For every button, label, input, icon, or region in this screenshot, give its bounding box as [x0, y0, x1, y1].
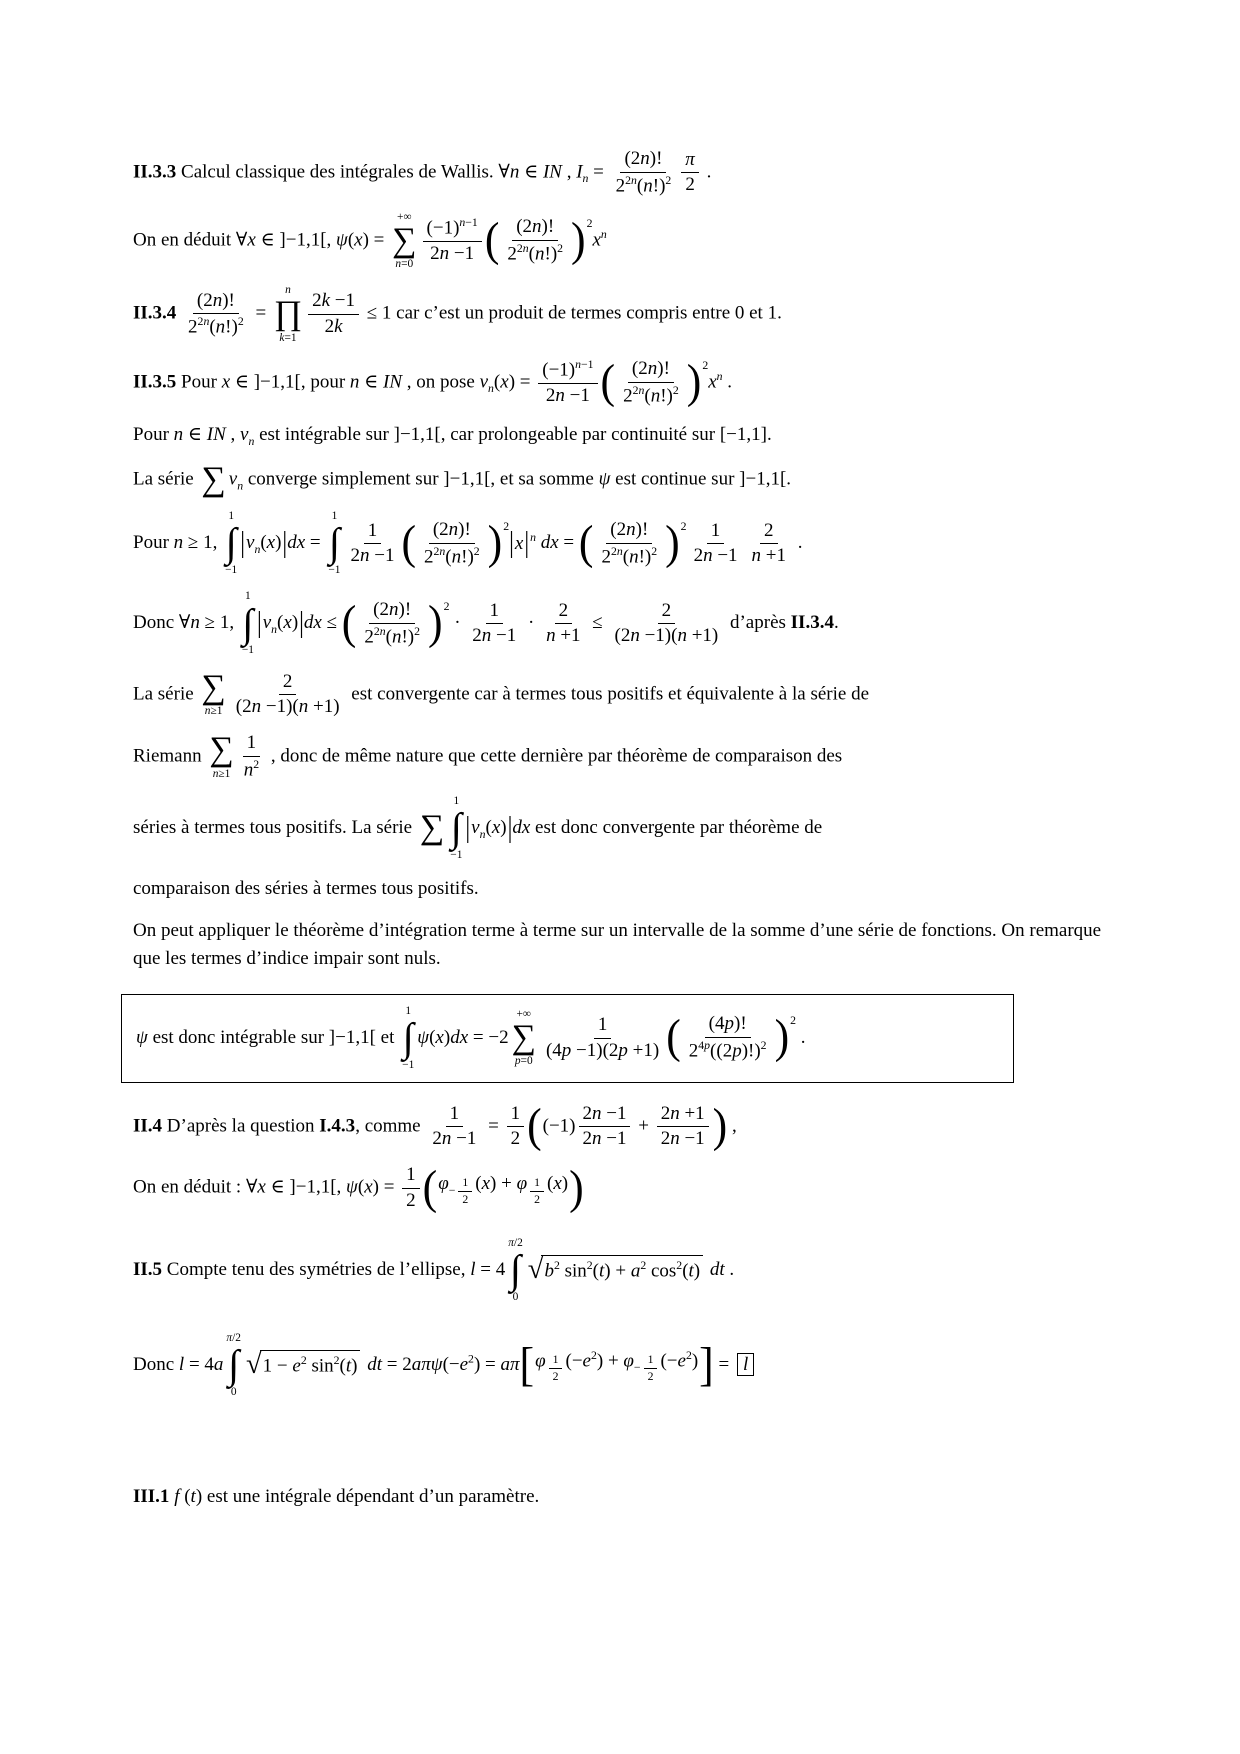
para-majoration-integrale: Donc ∀n ≥ 1, 1 ∫ −1 | $v_n(x)$ | dx ≤ ( $\frac{(2n)!}{2^{2n}(n!)^2}$ ) 2 · $\frac{1}{2n -1}$ · $\frac{2}{n +1}$ ≤ $\frac{2}{(2n -1)(n +1)}$ d’après II.3.4.	[133, 590, 839, 657]
content	[133, 148, 1102, 1511]
fraction: $\frac{(2n)!}{2^{2n}(n!)^2}$	[424, 518, 480, 568]
fraction: $\frac{1}{2}$	[644, 1353, 658, 1384]
fraction: $\frac{2}{(2n -1)(n +1)}$	[235, 670, 340, 718]
fraction: $\frac{1}{2n -1}$	[350, 519, 395, 567]
fraction: $\frac{1}{(4p -1)(2p +1)}$	[545, 1013, 660, 1061]
integral-operator: 1 ∫ −1	[328, 510, 341, 577]
delimited-group: ( (−1) $\frac{2n -1}{2n -1}$ + $\frac{2n +1}{2n -1}$ )	[527, 1100, 728, 1152]
fraction: $\frac{2}{(2n -1)(n +1)}$	[614, 599, 719, 647]
para-resultat-encadre: ψ est donc intégrable sur ]−1,1[ et 1 ∫ −1 ψ(x)dx = −2 +∞ ∑ p=0 $\frac{1}{(4p -1)(2p +1)}$ ( $\frac{(4p)!}{2^{4p}((2p)!)^2}$ ) 2 .	[121, 994, 1014, 1083]
boxed-value: l	[737, 1353, 754, 1376]
fraction: $\frac{(2n)!}{2^{2n}(n!)^2}$	[188, 289, 244, 338]
fraction: $\frac{2n +1}{2n -1}$	[657, 1103, 709, 1152]
fraction: $\frac{(2n)!}{2^{2n}(n!)^2}$	[623, 357, 679, 406]
sum-operator: +∞ ∑ n=0	[392, 210, 417, 271]
delimited-group: ( $\frac{(2n)!}{2^{2n}(n!)^2}$ ) 2	[578, 517, 687, 569]
fraction: $\frac{2n -1}{2n -1}$	[579, 1103, 631, 1152]
fraction: $\frac{(4p)!}{2^{4p}((2p)!)^2}$	[688, 1013, 767, 1062]
integral-operator: π/2 ∫ 0	[226, 1331, 241, 1398]
fraction: $\frac{1}{2n -1}$	[432, 1102, 477, 1150]
para-deduction-psi-serie: On en déduit ∀x ∈ ]−1,1[, ψ(x) = +∞ ∑ n=0 $\frac{(-1)^{n-1}}{2n -1}$ ( $\frac{(2n)!}{2^{2n}(n!)^2}$ ) 2 $x^n$	[133, 210, 607, 271]
integral-operator: 1 ∫ −1	[450, 795, 463, 861]
delimited-group: ( $\frac{(4p)!}{2^{4p}((2p)!)^2}$ ) 2	[666, 1011, 797, 1064]
para-vn-integrable: Pour n ∈ IN , $v_n$ est intégrable sur ]−1,1[, car prolongeable par continuité sur [−1,1].	[133, 423, 772, 448]
sum-operator: ∑	[201, 461, 226, 499]
fraction: $\frac{(-1)^{n-1}}{2n -1}$	[423, 216, 482, 266]
delimited-group: [ φ $_{\frac{1}{2}}$ $(-e^2) + \varphi_{- \frac{1}{2}}$ $(-e^2)$ ]	[519, 1338, 714, 1391]
radical: √ $1 - e^2$ $\sin^2(t)$	[246, 1350, 360, 1381]
fraction: $\frac{2}{n +1}$	[751, 519, 786, 567]
para-II-5: II.5 Compte tenu des symétries de l’ellipse, l = 4 π/2 ∫ 0 √ $b^2$ $\sin^2(t) + a^2$ $\cos^2(t)$ dt .	[133, 1236, 735, 1303]
fraction: $\frac{(2n)!}{2^{2n}(n!)^2}$	[601, 518, 658, 568]
radical: √ $b^2$ $\sin^2(t) + a^2$ $\cos^2(t)$	[528, 1255, 703, 1286]
fraction: $\frac{2}{n +1}$	[546, 599, 581, 647]
delimited-group: ( $\frac{(2n)!}{2^{2n}(n!)^2}$ ) 2	[341, 597, 450, 649]
para-II-3-3: II.3.3 Calcul classique des intégrales de Wallis. ∀n ∈ IN , $I_n$ = $\frac{(2n)!}{2^{2n}(n!)^2}$ $\frac{\pi}{2}$ .	[133, 148, 712, 197]
delimited-group: ( $\varphi_{- \frac{1}{2}}$ (x) + φ $_{\frac{1}{2}}$ (x) )	[422, 1161, 584, 1214]
fraction: $\frac{1}{n^2}$	[243, 732, 260, 781]
integral-operator: 1 ∫ −1	[241, 590, 254, 657]
product-operator: n ∏ k=1	[273, 284, 303, 344]
integral-operator: 1 ∫ −1	[402, 1004, 415, 1071]
delimited-group: | $v_n(x)$ |	[256, 606, 304, 640]
fraction: $\frac{1}{2}$	[507, 1103, 525, 1152]
sum-operator: ∑ n≥1	[209, 731, 234, 780]
para-II-4: II.4 D’après la question I.4.3, comme $\frac{1}{2n -1}$ = $\frac{1}{2}$ ( (−1) $\frac{2n -1}{2n -1}$ + $\frac{2n +1}{2n -1}$ ) ,	[133, 1100, 737, 1152]
fraction: $\frac{1}{2}$	[458, 1176, 472, 1207]
para-theoreme-integration: On peut appliquer le théorème d’intégration terme à terme sur un intervalle de la somme d’une série de fonctions. On remarque que les termes d’indice impair sont nuls.	[133, 919, 1102, 970]
fraction: 1 2	[549, 1353, 563, 1384]
delimited-group: | $v_n(x)$ |	[465, 811, 513, 844]
fraction: $\frac{1}{2n -1}$	[693, 519, 738, 567]
para-serie-convergente: La série ∑ n≥1 $\frac{2}{(2n -1)(n +1)}$ est convergente car à termes tous positifs et équivalente à la série de	[133, 669, 870, 718]
fraction: $\frac{(2n)!}{2^{2n}(n!)^2}$	[364, 599, 420, 648]
fraction: $\frac{1}{2}$	[402, 1164, 420, 1213]
sum-operator: +∞ ∑ p=0	[511, 1007, 536, 1068]
para-serie-des-integrales: séries à termes tous positifs. La série ∑ 1 ∫ −1 | $v_n(x)$ | dx est donc convergente par théorème de	[133, 795, 823, 861]
fraction: $\frac{(2n)!}{2^{2n}(n!)^2}$	[615, 148, 672, 197]
delimited-group: ( $\frac{(2n)!}{2^{2n}(n!)^2}$ ) 2	[484, 214, 593, 267]
sum-operator: ∑	[419, 809, 445, 847]
fraction: $\frac{(-1)^{n-1}}{2n -1}$	[538, 358, 597, 408]
para-riemann: Riemann ∑ n≥1 $\frac{1}{n^2}$ , donc de même nature que cette dernière par théorème de comparaison des	[133, 731, 843, 781]
delimited-group: ( $\frac{(2n)!}{2^{2n}(n!)^2}$ ) 2	[401, 517, 510, 569]
fraction: $\frac{2k -1}{2k}$	[308, 290, 359, 339]
fraction: $\frac{\pi}{2}$	[681, 149, 699, 198]
sum-operator: ∑ n≥1	[201, 669, 226, 718]
para-II-3-5: II.3.5 Pour x ∈ ]−1,1[, pour n ∈ IN , on pose $v_n(x)$ = $\frac{(-1)^{n-1}}{2n -1}$ ( $\frac{(2n)!}{2^{2n}(n!)^2}$ ) 2 $x^n$ .	[133, 355, 733, 408]
fraction: 1 2	[530, 1176, 544, 1207]
integral-operator: 1 ∫ −1	[225, 510, 238, 577]
delimited-group: ( $\frac{(2n)!}{2^{2n}(n!)^2}$ ) 2	[600, 355, 709, 408]
delimited-group: | x | n	[509, 526, 536, 560]
para-comparaison-series: comparaison des séries à termes tous positifs.	[133, 878, 479, 900]
delimited-group: | $v_n(x)$ |	[240, 526, 288, 560]
fraction: $\frac{(2n)!}{2^{2n}(n!)^2}$	[507, 216, 564, 265]
para-deduction-phi: On en déduit : ∀x ∈ ]−1,1[, ψ(x) = $\frac{1}{2}$ ( $\varphi_{- \frac{1}{2}}$ (x) + φ $_{\frac{1}{2}}$ (x) )	[133, 1161, 584, 1214]
integral-operator: π/2 ∫ 0	[508, 1236, 523, 1303]
fraction: $\frac{1}{2n -1}$	[472, 599, 517, 647]
para-serie-convergence-simple: La série ∑ $v_n$ converge simplement sur ]−1,1[, et sa somme ψ est continue sur ]−1,1[.	[133, 461, 792, 499]
para-donc-longueur: Donc l = 4a π/2 ∫ 0 √ $1 - e^2$ $\sin^2(t)$ dt = $2a\pi\psi(-e^2) = a\pi$ [ φ $_{\frac{1}{2}}$ $(-e^2) + \varphi_{- \frac{1}{2}}$ $(-e^2)$ ] = l	[133, 1332, 1102, 1399]
para-integrale-vn: Pour n ≥ 1, 1 ∫ −1 | $v_n(x)$ | dx = 1 ∫ −1 $\frac{1}{2n -1}$ ( $\frac{(2n)!}{2^{2n}(n!)^2}$ ) 2 | x | n dx = ( $\frac{(2n)!}{2^{2n}(n!)^2}$ ) 2 $\frac{1}{2n -1}$ $\frac{2}{n +1}$ .	[133, 510, 803, 577]
para-III-1: III.1 f (t) est une intégrale dépendant d’un paramètre.	[133, 1485, 540, 1507]
para-II-3-4: II.3.4 $\frac{(2n)!}{2^{2n}(n!)^2}$ = n ∏ k=1 $\frac{2k -1}{2k}$ ≤ 1 car c’est un produit de termes compris entre 0 et 1.	[133, 284, 782, 344]
